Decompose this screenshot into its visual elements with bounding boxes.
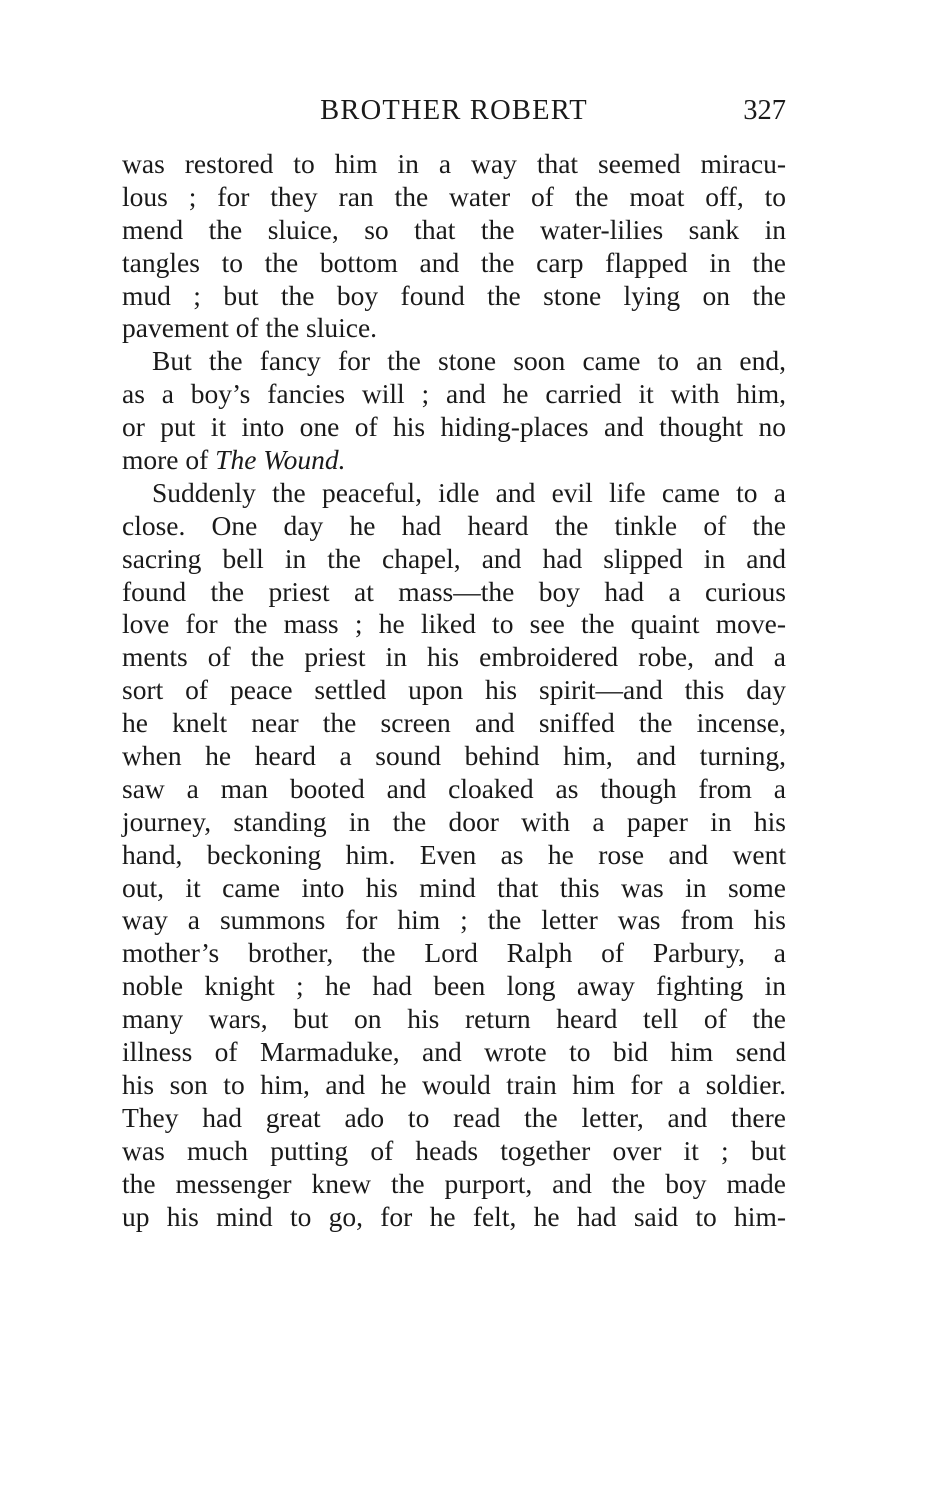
text-line: as a boy’s fancies will ; and he carried it with him, xyxy=(122,378,786,410)
text-line: out, it came into his mind that this was in some xyxy=(122,871,786,903)
italic-title: The Wound. xyxy=(215,444,346,476)
text-line: journey, standing in the door with a paper in his xyxy=(122,805,786,837)
text-line: love for the mass ; he liked to see the quaint move- xyxy=(122,608,786,640)
text-line: illness of Marmaduke, and wrote to bid him send xyxy=(122,1036,786,1068)
text-line: But the fancy for the stone soon came to an end, xyxy=(152,345,786,377)
text-line-with-title xyxy=(122,444,786,477)
text-line: up his mind to go, for he felt, he had said to him- xyxy=(122,1200,786,1232)
text-line: pavement of the sluice. xyxy=(122,312,378,344)
text-line: he knelt near the screen and sniffed the incense, xyxy=(122,707,786,739)
running-title: BROTHER ROBERT xyxy=(320,95,588,126)
text-fragment: more of xyxy=(122,444,209,476)
text-line: saw a man booted and cloaked as though from a xyxy=(122,772,786,804)
text-line: sort of peace settled upon his spirit—and this day xyxy=(122,674,786,706)
text-line: the messenger knew the purport, and the boy made xyxy=(122,1167,786,1199)
text-line: mud ; but the boy found the stone lying on the xyxy=(122,279,786,311)
text-line: sacring bell in the chapel, and had slipped in and xyxy=(122,542,786,574)
text-line: tangles to the bottom and the carp flapped in the xyxy=(122,246,786,278)
text-line: lous ; for they ran the water of the moat off, to xyxy=(122,180,786,212)
text-line: when he heard a sound behind him, and turning, xyxy=(122,740,786,772)
text-line: ments of the priest in his embroidered robe, and a xyxy=(122,641,786,673)
text-line: or put it into one of his hiding-places and thought no xyxy=(122,411,786,443)
running-head xyxy=(122,93,786,133)
text-line: Suddenly the peaceful, idle and evil life came to a xyxy=(152,476,786,508)
text-line: hand, beckoning him. Even as he rose and went xyxy=(122,838,786,870)
page-number: 327 xyxy=(743,95,786,126)
text-line: noble knight ; he had been long away fighting in xyxy=(122,970,786,1002)
body-text xyxy=(122,148,786,1233)
text-line: many wars, but on his return heard tell of the xyxy=(122,1003,786,1035)
text-line: way a summons for him ; the letter was from his xyxy=(122,904,786,936)
text-line: They had great ado to read the letter, and there xyxy=(122,1101,786,1133)
text-line: was restored to him in a way that seemed miracu- xyxy=(122,148,786,179)
text-line: mother’s brother, the Lord Ralph of Parbury, a xyxy=(122,937,786,969)
text-line: was much putting of heads together over it ; but xyxy=(122,1134,786,1166)
text-line: mend the sluice, so that the water-lilies sank in xyxy=(122,213,786,245)
text-line: found the priest at mass—the boy had a curious xyxy=(122,575,786,607)
text-line: close. One day he had heard the tinkle of the xyxy=(122,509,786,541)
text-line: his son to him, and he would train him for a soldier. xyxy=(122,1068,786,1100)
